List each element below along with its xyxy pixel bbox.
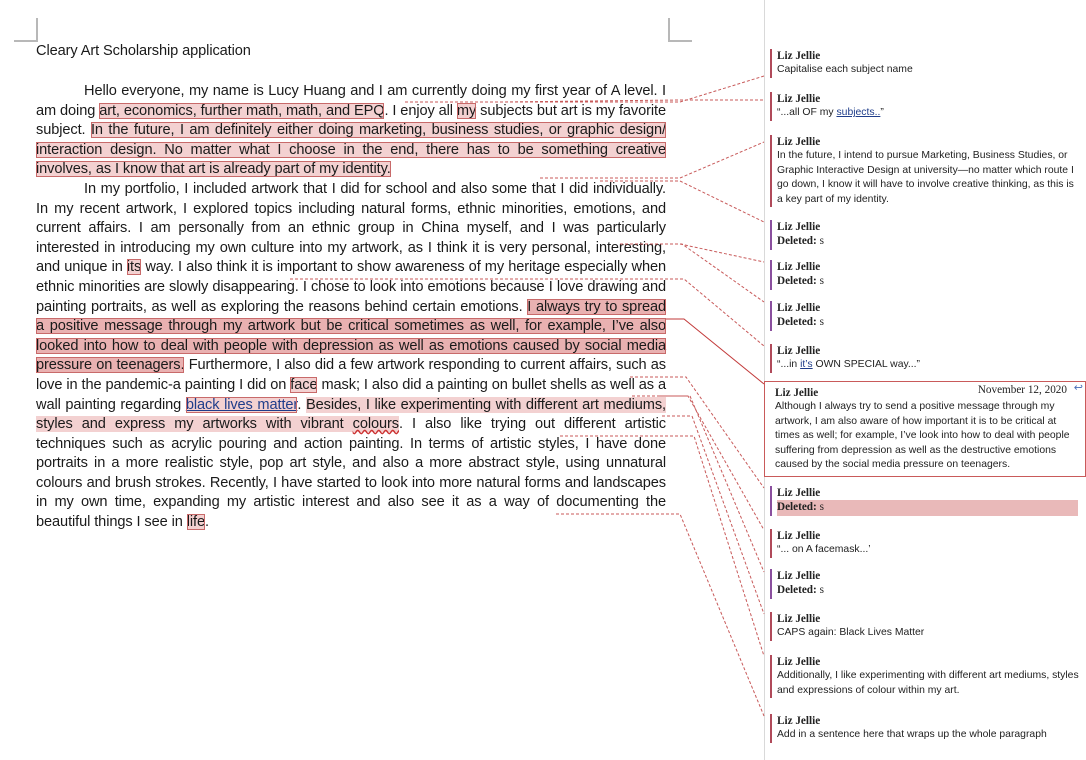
comment-9-deletion[interactable]	[770, 486, 1082, 516]
comment-12[interactable]	[770, 612, 1082, 641]
comment-text	[777, 358, 1082, 372]
p2-text-7: .	[205, 514, 209, 531]
comment-author: Liz Jellie	[777, 302, 821, 314]
comment-text: CAPS again: Black Lives Matter	[777, 627, 925, 639]
comment-11-deletion[interactable]	[770, 569, 1082, 599]
paragraph-1[interactable]	[36, 82, 666, 180]
comment-text-underlined: it’s	[800, 359, 813, 371]
commented-text-face[interactable]: face	[290, 376, 318, 393]
deleted-label: Deleted:	[777, 316, 817, 329]
comment-author: Liz Jellie	[777, 93, 821, 105]
commented-text-its[interactable]: its	[126, 259, 142, 276]
p1-text-1: Hello everyone, my name is Lucy Huang and I am currently doing my first year of A level. I am doing	[36, 83, 666, 119]
comment-author: Liz Jellie	[777, 345, 821, 357]
comment-author: Liz Jellie	[777, 50, 821, 62]
comment-author: Liz Jellie	[777, 487, 821, 499]
comment-author: Liz Jellie	[777, 715, 821, 727]
comment-text-underlined: subjects..	[836, 107, 881, 119]
comment-author: Liz Jellie	[777, 136, 821, 148]
reply-icon[interactable]: ↩	[1073, 382, 1083, 394]
deleted-value: s	[819, 501, 825, 514]
p2-text-5: .	[297, 396, 307, 413]
paragraph-2[interactable]	[36, 180, 666, 533]
comment-text: Capitalise each subject name	[777, 64, 913, 76]
comment-author: Liz Jellie	[777, 570, 821, 582]
deletion-row	[777, 500, 1078, 515]
comment-author: Liz Jellie	[775, 387, 819, 399]
comment-10[interactable]	[770, 529, 1082, 558]
deletion-row	[777, 234, 1082, 249]
misspelled-word-colours[interactable]: colours	[352, 416, 399, 433]
comment-author: Liz Jellie	[777, 221, 821, 233]
comment-text: “... on A facemask...’	[777, 544, 871, 556]
comment-text-part: “...in	[777, 359, 801, 371]
p1-text-2: . I enjoy all	[384, 102, 457, 119]
comment-14[interactable]	[770, 714, 1082, 743]
p1-text-3: subjects but art is my favorite subject.	[36, 102, 667, 139]
document-title[interactable]: Cleary Art Scholarship application	[36, 43, 251, 59]
deleted-label: Deleted:	[777, 501, 817, 514]
comment-text: Although I always try to send a positive message through my artwork, I am also aware of how important it is to be critical at times as well; for example, I’ve look into how to deal with people suffering from depression as well as the destructive emotions caused by the social media pressure on teenagers.	[775, 401, 1070, 471]
comment-date: November 12, 2020	[977, 384, 1067, 396]
comment-5-deletion[interactable]	[770, 260, 1082, 290]
comment-author: Liz Jellie	[777, 530, 821, 542]
deleted-label: Deleted:	[777, 275, 817, 288]
comment-8-active[interactable]	[764, 381, 1086, 477]
comment-text	[777, 106, 1082, 120]
deletion-row	[777, 274, 1082, 289]
comment-author: Liz Jellie	[777, 656, 821, 668]
deleted-value: s	[819, 584, 825, 597]
crop-mark-top-right	[668, 18, 692, 42]
comment-1[interactable]	[770, 49, 1082, 78]
comment-text: In the future, I intend to pursue Marketing, Business Studies, or Graphic Interactive Design at university—no matter which route I go down, I know it will have to involve creative thinking, as this is a key part of my identity.	[777, 150, 1074, 205]
deleted-label: Deleted:	[777, 235, 817, 248]
commented-text-blm[interactable]: black lives matter	[185, 396, 298, 413]
comment-text-part: “...all OF my	[777, 107, 837, 119]
deletion-row	[777, 583, 1082, 598]
p2-text-3: Furthermore, I also did a few artwork responding to current affairs, such as love in the pandemic-a painting I did on	[36, 357, 666, 393]
deleted-value: s	[819, 275, 825, 288]
p2-text-2: way. I also think it is important to show awareness of my heritage especially when ethnic minorities are slowly disappearing. I chose to look into emotions because I love drawing and painting portraits, as well as exploring the reasons behind certain emotions.	[36, 259, 667, 315]
commented-text-life[interactable]: life	[186, 514, 205, 531]
commented-text-my[interactable]: my	[456, 102, 477, 119]
commented-text-future[interactable]: In the future, I am definitely either doing marketing, business studies, or graphic design/ interaction design. No matter what I choose in the end, there has to be something creative involves, as I know that art is already part of my identity.	[36, 122, 666, 178]
comment-4-deletion[interactable]	[770, 220, 1082, 250]
deleted-label: Deleted:	[777, 584, 817, 597]
deleted-value: s	[819, 235, 825, 248]
besides-text: Besides, I like experimenting with different art mediums, styles and express my artworks with vibrant	[36, 396, 666, 433]
comment-13[interactable]	[770, 655, 1082, 698]
comment-text-part: OWN SPECIAL way...”	[812, 359, 921, 371]
comment-text: Additionally, I like experimenting with different art mediums, styles and expressions of colour within my art.	[777, 670, 1079, 696]
p2-text-4: mask; I also did a painting on bullet shells as well as a wall painting regarding	[36, 376, 666, 413]
comment-author: Liz Jellie	[777, 261, 821, 273]
document-body[interactable]	[36, 82, 666, 533]
p2-text-1: In my portfolio, I included artwork that I did for school and also some that I did individually. In my recent artwork, I explored topics including natural forms, ethnic minorities, emotions, and current affairs. I am personally from an ethnic group in China myself, and I was particularly interested in introducing my own culture into my artwork, as I think it is very personal, interesting, and unique in	[36, 180, 666, 276]
crop-mark-top-left	[14, 18, 38, 42]
comment-3[interactable]	[770, 135, 1082, 207]
deleted-value: s	[819, 316, 825, 329]
commented-text-subjects[interactable]: art, economics, further math, math, and EPQ	[99, 102, 385, 119]
comment-author: Liz Jellie	[777, 613, 821, 625]
p2-text-6: . I also like trying out different artistic techniques such as acrylic pouring and action painting. In terms of artistic styles, I have done portraits in a more realistic style, pop art style, and also a more abstract style, using unnatural colours and brush strokes. Recently, I have started to look into more natural forms and landscapes in my own time, expanding my artistic interest and also see it as a way of documenting the beautiful things I see in	[36, 416, 666, 531]
comment-2[interactable]	[770, 92, 1082, 121]
comment-text-part: ”	[880, 107, 884, 119]
comment-6-deletion[interactable]	[770, 301, 1082, 331]
comment-7[interactable]	[770, 344, 1082, 373]
commented-text-critical[interactable]: I always try to spread a positive message through my artwork but be critical sometimes as well, for example, I’ve also looked into how to deal with people with depression as well as emotions caused by social media pressure on teenagers.	[36, 298, 666, 374]
deletion-row	[777, 315, 1082, 330]
comment-text: Add in a sentence here that wraps up the whole paragraph	[777, 729, 1047, 741]
